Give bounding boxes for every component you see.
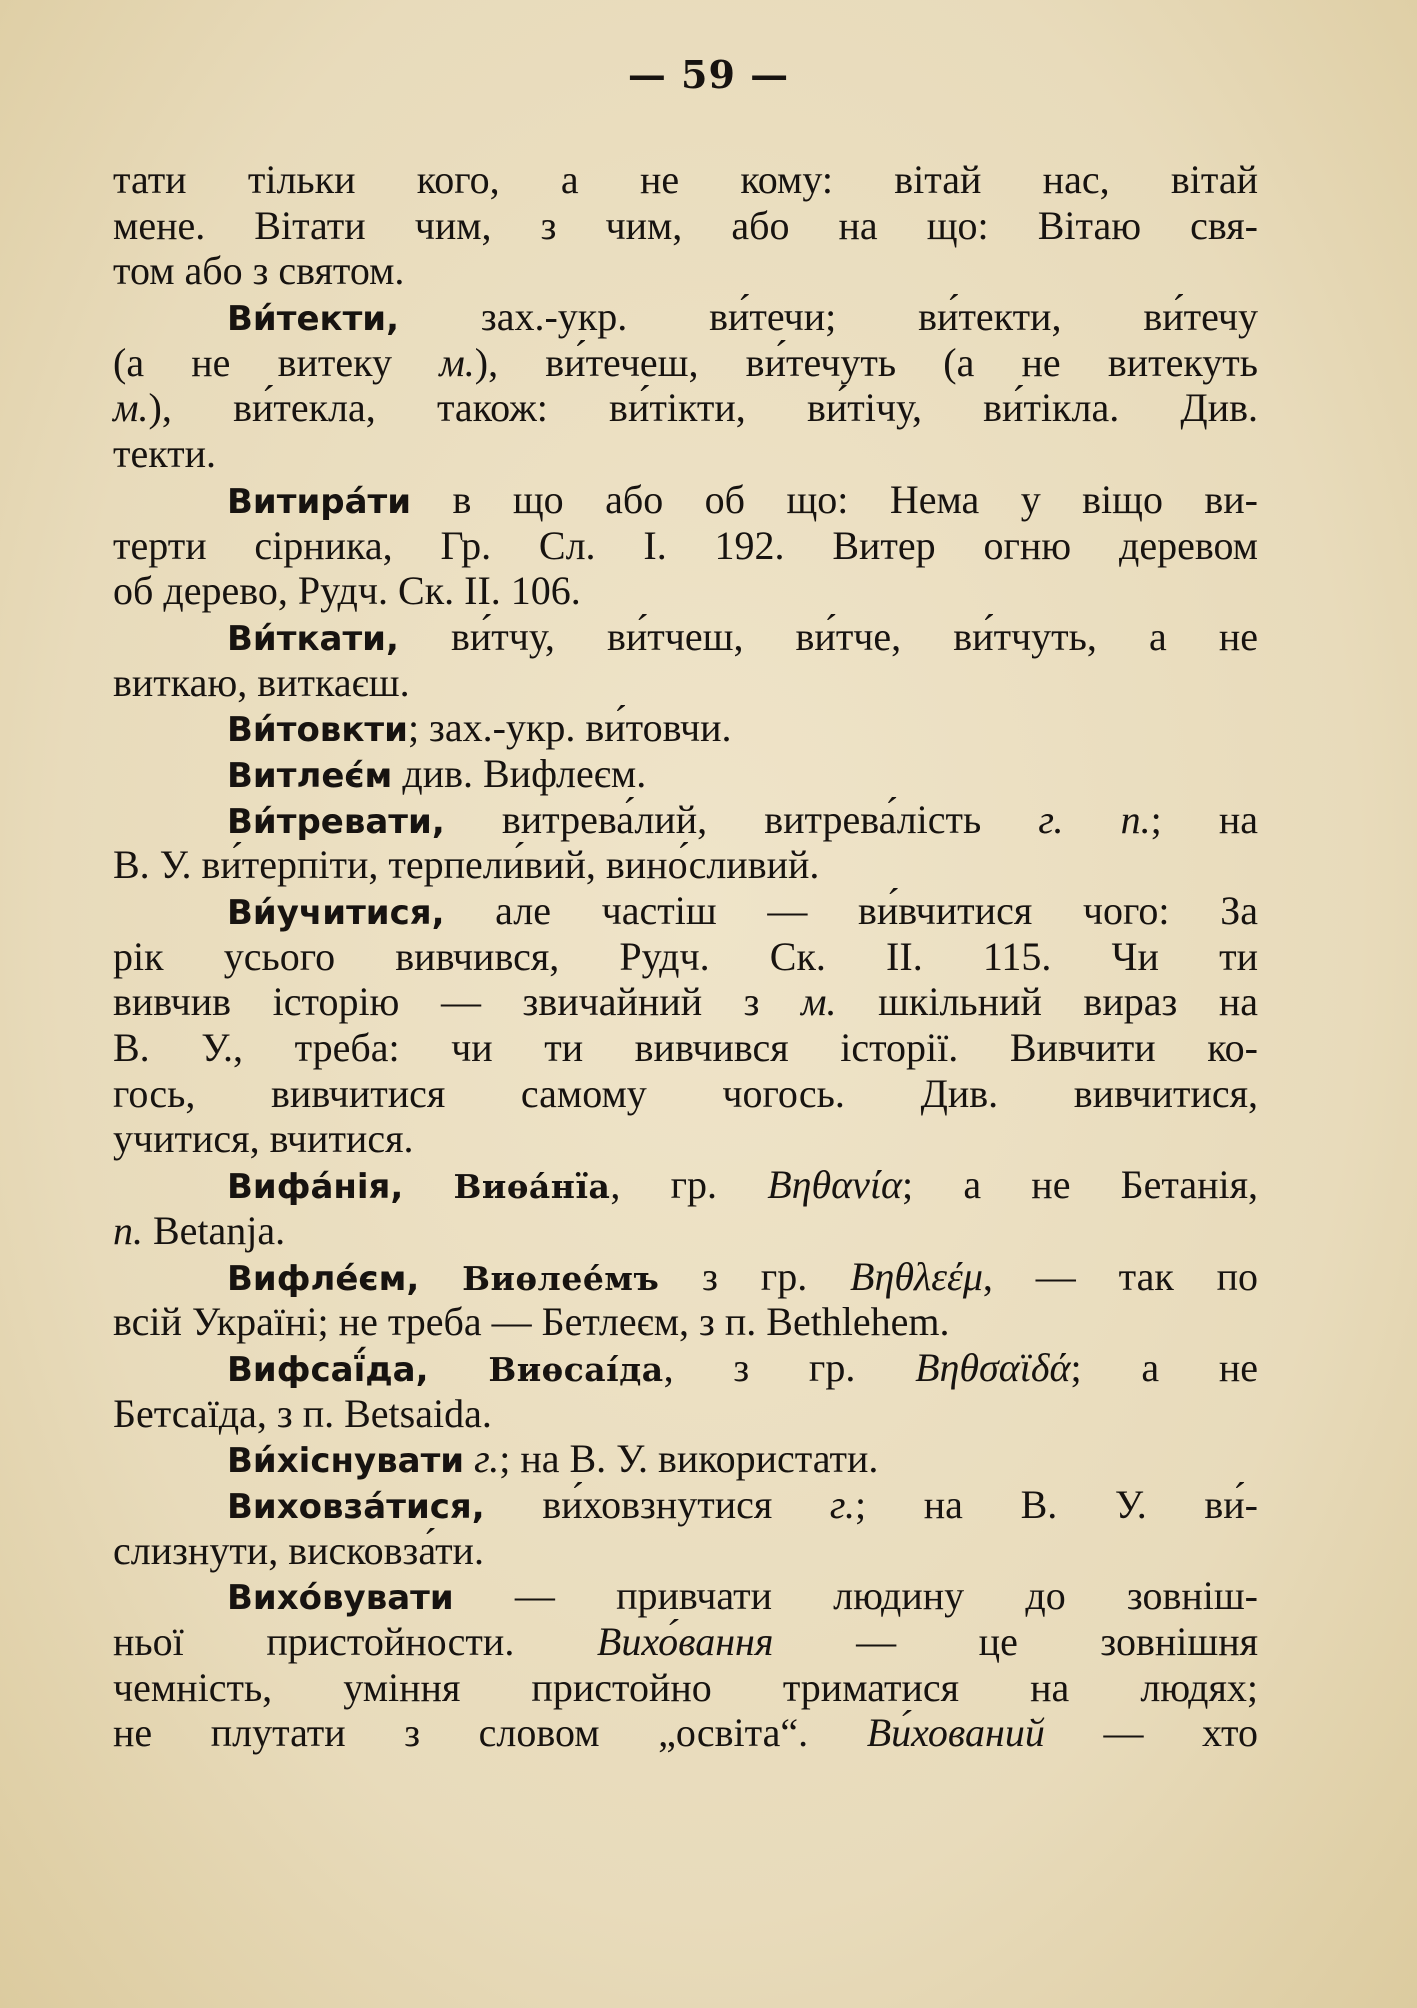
headword: Вихо́вувати (227, 1578, 454, 1619)
text-run: , з гр. (663, 1344, 916, 1390)
text-run: шкільний вираз на (836, 979, 1258, 1025)
text-line (113, 660, 1258, 706)
text-run: чемність, уміння пристойно триматися на людях; (113, 1664, 1258, 1710)
text-run: — це зовнішня (773, 1619, 1258, 1664)
text-line (113, 203, 1258, 249)
text-run: — привчати людину до зовніш- (453, 1573, 1258, 1619)
headword: Ви́текти, (227, 299, 400, 340)
text-run: — хто (1044, 1710, 1258, 1756)
old-slavonic-form: Виѳлее́мъ (462, 1258, 660, 1298)
text-line (113, 1665, 1258, 1711)
text-line (113, 431, 1258, 477)
text-run: ; а не (1070, 1344, 1258, 1390)
italic-run: Ви́хований (866, 1710, 1045, 1756)
text-run: див. Вифлеєм. (392, 750, 647, 796)
text-run: витрева́лий, витрева́лість (444, 796, 1039, 842)
text-line (113, 979, 1258, 1025)
italic-run: м. (113, 385, 149, 431)
italic-run: г. (474, 1436, 500, 1482)
dictionary-text (113, 157, 1258, 1756)
text-run: ви́тчу, ви́тчеш, ви́тче, ви́тчуть, а не (398, 613, 1258, 659)
old-slavonic-form: Виѳа́нїа (453, 1167, 611, 1207)
text-run: рік усього вивчився, Рудч. Ск. II. 115. Чи ти (113, 933, 1258, 979)
text-run: В. У., треба: чи ти вивчився історії. Вивчити ко- (113, 1025, 1258, 1071)
text-line (113, 1573, 1258, 1619)
text-run: гось, вивчитися самому чогось. Див. вивчитися, (113, 1070, 1258, 1116)
italic-run: Βηθσαϊδά (915, 1344, 1071, 1390)
text-line (113, 797, 1258, 843)
text-line (113, 1071, 1258, 1117)
text-run: , — так по (982, 1253, 1259, 1299)
text-line (113, 294, 1258, 340)
headword: Ви́учитися, (227, 893, 445, 933)
headword: Вифсаї́да, (227, 1349, 429, 1390)
text-run: В. У. ви́терпіти, терпели́вий, вино́сливий. (113, 842, 820, 888)
text-run: ; на В. У. використати. (499, 1436, 879, 1482)
text-run: в що або об що: Нема у віщо ви- (411, 476, 1258, 522)
italic-run: м. (801, 979, 837, 1025)
text-run: том або з святом. (113, 248, 405, 294)
text-run: ; на (1150, 796, 1259, 842)
text-run: (а не витеку (113, 339, 440, 385)
text-line (113, 248, 1258, 294)
text-run: об дерево, Рудч. Ск. II. 106. (113, 568, 581, 614)
headword: Ви́товкти (227, 710, 408, 751)
text-line (113, 1299, 1258, 1345)
headword: Витлеє́м (227, 755, 393, 796)
headword: Виховза́тися, (227, 1486, 485, 1527)
text-run: але частіш — ви́вчитися чого: За (444, 888, 1258, 933)
text-line (113, 523, 1258, 569)
headword: Вифле́єм, (227, 1258, 420, 1299)
text-run: зах.-укр. ви́течи; ви́текти, ви́течу (399, 294, 1258, 340)
text-line (113, 614, 1258, 660)
text-run: з гр. (659, 1253, 851, 1299)
text-line (113, 1116, 1258, 1162)
text-run (419, 1254, 462, 1299)
text-run (429, 1345, 489, 1390)
text-run: ви́ховзнутися (484, 1481, 830, 1527)
headword: Ви́ткати, (227, 618, 399, 659)
text-line (113, 1025, 1258, 1071)
text-line (113, 385, 1258, 431)
text-line (113, 1162, 1258, 1208)
text-run: виткаю, виткаєш. (113, 659, 410, 705)
text-run: тати тільки кого, а не кому: вітай нас, вітай (113, 157, 1258, 202)
text-run: не плутати з словом „освіта“. (113, 1710, 867, 1756)
text-run (403, 1162, 453, 1207)
italic-run: г. п. (1038, 796, 1151, 842)
text-line (113, 1710, 1258, 1756)
headword: Витира́ти (227, 481, 412, 522)
text-run (464, 1436, 474, 1481)
text-run: ; а не Бетанія, (902, 1162, 1259, 1208)
text-run: слизнути, висковза́ти. (113, 1527, 484, 1573)
text-line (113, 477, 1258, 523)
headword: Вифа́нія, (227, 1167, 404, 1208)
text-run: ; зах.-укр. ви́товчи. (407, 705, 732, 751)
italic-run: Βηθλεέμ (850, 1253, 983, 1299)
text-run: терти сірника, Гр. Сл. І. 192. Витер огню деревом (113, 522, 1258, 568)
text-line (113, 340, 1258, 386)
text-line (113, 1345, 1258, 1391)
text-run: Бетсаїда, з п. Betsaida. (113, 1390, 492, 1436)
headword: Ви́хіснувати (227, 1441, 465, 1482)
text-line (113, 1391, 1258, 1437)
page-number: — 59 — (627, 52, 790, 97)
text-run: , гр. (610, 1162, 768, 1208)
text-line (113, 1436, 1258, 1482)
text-line (113, 1528, 1258, 1574)
italic-run: Вихо́вання (596, 1619, 774, 1664)
headword: Ви́тревати, (227, 801, 445, 842)
italic-run: п. (113, 1207, 143, 1253)
text-run: учитися, вчитися. (113, 1116, 414, 1162)
text-run: вивчив історію — звичайний з (113, 979, 802, 1025)
text-run: ), ви́течеш, ви́течуть (а не витекуть (474, 339, 1258, 385)
italic-run: Βηθανία (767, 1162, 903, 1208)
text-line (113, 157, 1258, 203)
text-run: ньої пристойности. (113, 1619, 597, 1664)
text-line (113, 888, 1258, 934)
text-run: Betanja. (143, 1207, 286, 1253)
text-run: ; на В. У. ви́- (855, 1481, 1258, 1527)
text-line (113, 1208, 1258, 1254)
text-line (113, 568, 1258, 614)
text-line (113, 751, 1258, 797)
text-run: мене. Вітати чим, з чим, або на що: Вітаю свя- (113, 202, 1258, 248)
text-run: ), ви́текла, також: ви́тікти, ви́тічу, ви́тікла. Див. (148, 385, 1258, 431)
text-run: всій Україні; не треба — Бетлеєм, з п. Bethlehem. (113, 1299, 950, 1345)
text-line (113, 1619, 1258, 1665)
text-line (113, 842, 1258, 888)
old-slavonic-form: Виѳсаі́да (488, 1349, 664, 1389)
text-line (113, 1482, 1258, 1528)
text-line (113, 934, 1258, 980)
text-line (113, 705, 1258, 751)
italic-run: м. (439, 339, 475, 385)
italic-run: г. (829, 1481, 855, 1527)
text-run: текти. (113, 431, 217, 477)
text-line (113, 1254, 1258, 1300)
